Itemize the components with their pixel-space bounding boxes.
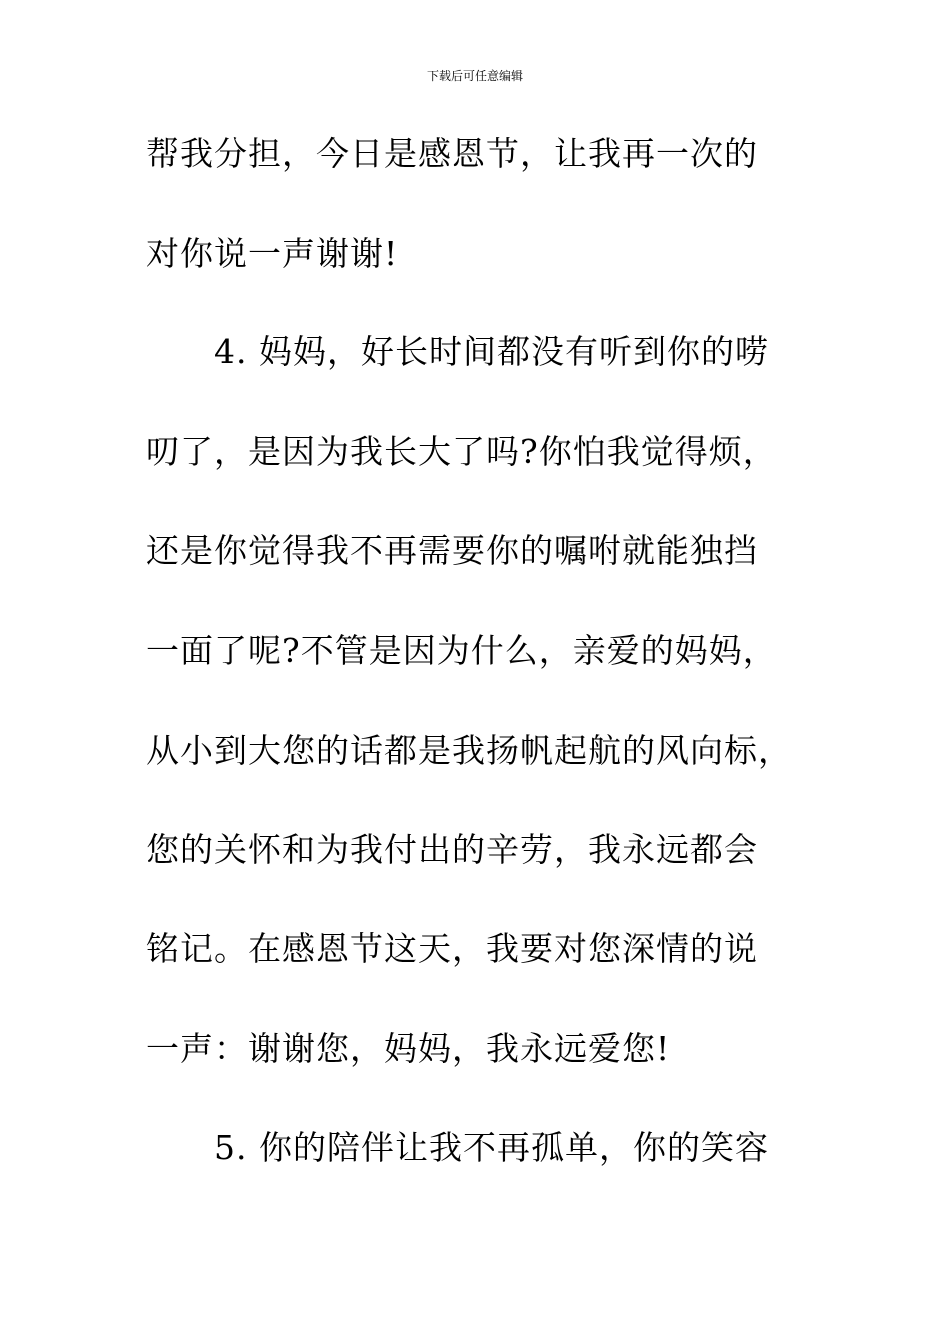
- body-line-8: 您的关怀和为我付出的辛劳，我永远都会: [146, 830, 758, 869]
- body-line-4: 叨了，是因为我长大了吗?你怕我觉得烦，: [146, 432, 777, 471]
- body-line-9: 铭记。在感恩节这天，我要对您深情的说: [146, 929, 758, 968]
- body-line-11: 5. 你的陪伴让我不再孤单，你的笑容: [214, 1128, 769, 1167]
- body-line-5: 还是你觉得我不再需要你的嘱咐就能独挡: [146, 531, 758, 570]
- body-line-10: 一声：谢谢您，妈妈，我永远爱您!: [146, 1029, 671, 1068]
- page-header: 下载后可任意编辑: [426, 69, 523, 83]
- body-line-7: 从小到大您的话都是我扬帆起航的风向标，: [146, 731, 792, 770]
- body-line-6: 一面了呢?不管是因为什么，亲爱的妈妈，: [146, 631, 777, 670]
- body-line-1: 帮我分担，今日是感恩节，让我再一次的: [146, 134, 758, 173]
- body-line-3: 4. 妈妈，好长时间都没有听到你的唠: [214, 332, 769, 371]
- body-line-2: 对你说一声谢谢!: [146, 234, 399, 273]
